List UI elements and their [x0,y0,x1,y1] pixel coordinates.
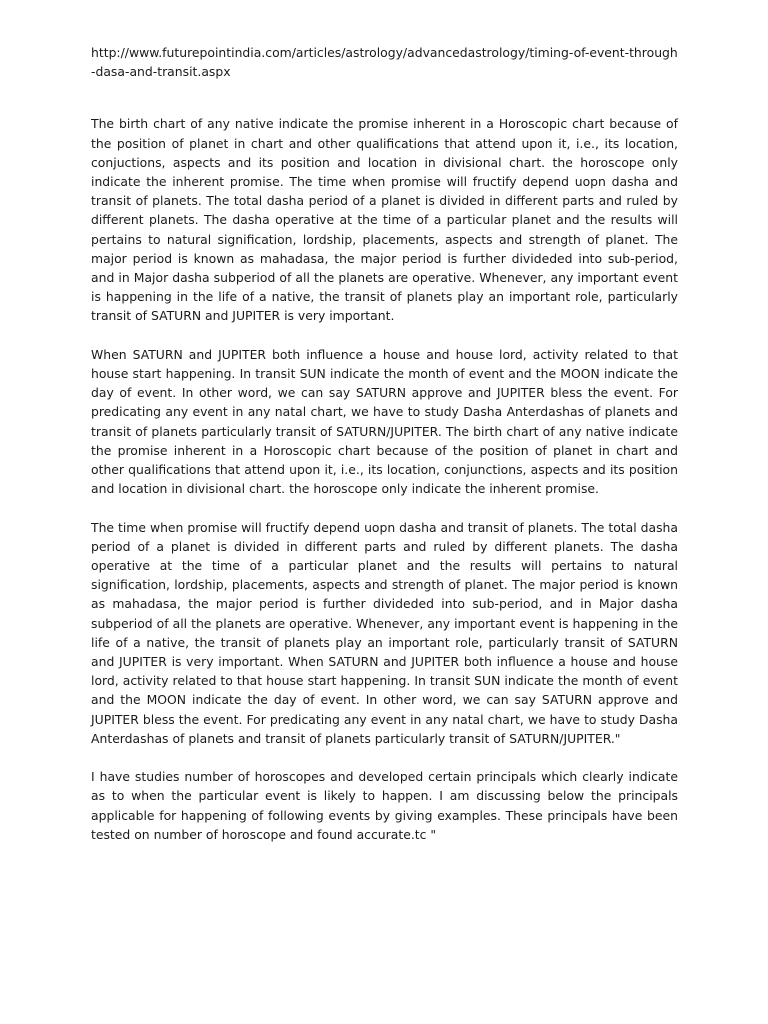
paragraph-3: The time when promise will fructify depend uopn dasha and transit of planets. The total dasha period of a planet is divided in different parts and ruled by different planets. The dasha operative at the time of a particular planet and the results will pertains to natural signification, lordship, placements, aspects and strength of planet. The major period is known as mahadasa, the major period is further divideded into sub-period, and in Major dasha subperiod of all the planets are operative. Whenever, any important event is happening in the life of a native, the transit of planets play an important role, particularly transit of SATURN and JUPITER is very important. When SATURN and JUPITER both influence a house and house lord, activity related to that house start happening. In transit SUN indicate the month of event and the MOON indicate the day of event. In other word, we can say SATURN approve and JUPITER bless the event. For predicating any event in any natal chart, we have to study Dasha Anterdashas of planets and transit of planets particularly transit of SATURN/JUPITER." [91,519,678,746]
paragraph-1: The birth chart of any native indicate the promise inherent in a Horoscopic chart because of the position of planet in chart and other qualifications that attend upon it, i.e., its location, conjuctions, aspects and its position and location in divisional chart. the horoscope only indicate the inherent promise. The time when promise will fructify depend uopn dasha and transit of planets. The total dasha period of a planet is divided in different parts and ruled by different planets. The dasha operative at the time of a particular planet and the results will pertains to natural signification, lordship, placements, aspects and strength of planet. The major period is known as mahadasa, the major period is further divideded into sub-period, and in Major dasha subperiod of all the planets are operative. Whenever, any important event is happening in the life of a native, the transit of planets play an important role, particularly transit of SATURN and JUPITER is very important. [91,116,678,324]
paragraph-2: When SATURN and JUPITER both influence a house and house lord, activity related to that house start happening. In transit SUN indicate the month of event and the MOON indicate the day of event. In other word, we can say SATURN approve and JUPITER bless the event. For predicating any event in any natal chart, we have to study Dasha Anterdashas of planets and transit of planets particularly transit of SATURN/JUPITER. The birth chart of any native indicate the promise inherent in a Horoscopic chart because of the position of planet in chart and other qualifications that attend upon it, i.e., its location, conjunctions, aspects and its position and location in divisional chart. the horoscope only indicate the inherent promise. [91,346,678,497]
document-page [91,43,678,863]
source-url: http://www.futurepointindia.com/articles/astrology/advancedastrology/timing-of-event-through-dasa-and-transit.aspx [91,45,678,80]
paragraph-4: I have studies number of horoscopes and developed certain principals which clearly indicate as to when the particular event is likely to happen. I am discussing below the principals applicable for happening of following events by giving examples. These principals have been tested on number of horoscope and found accurate.tc " [91,769,678,842]
